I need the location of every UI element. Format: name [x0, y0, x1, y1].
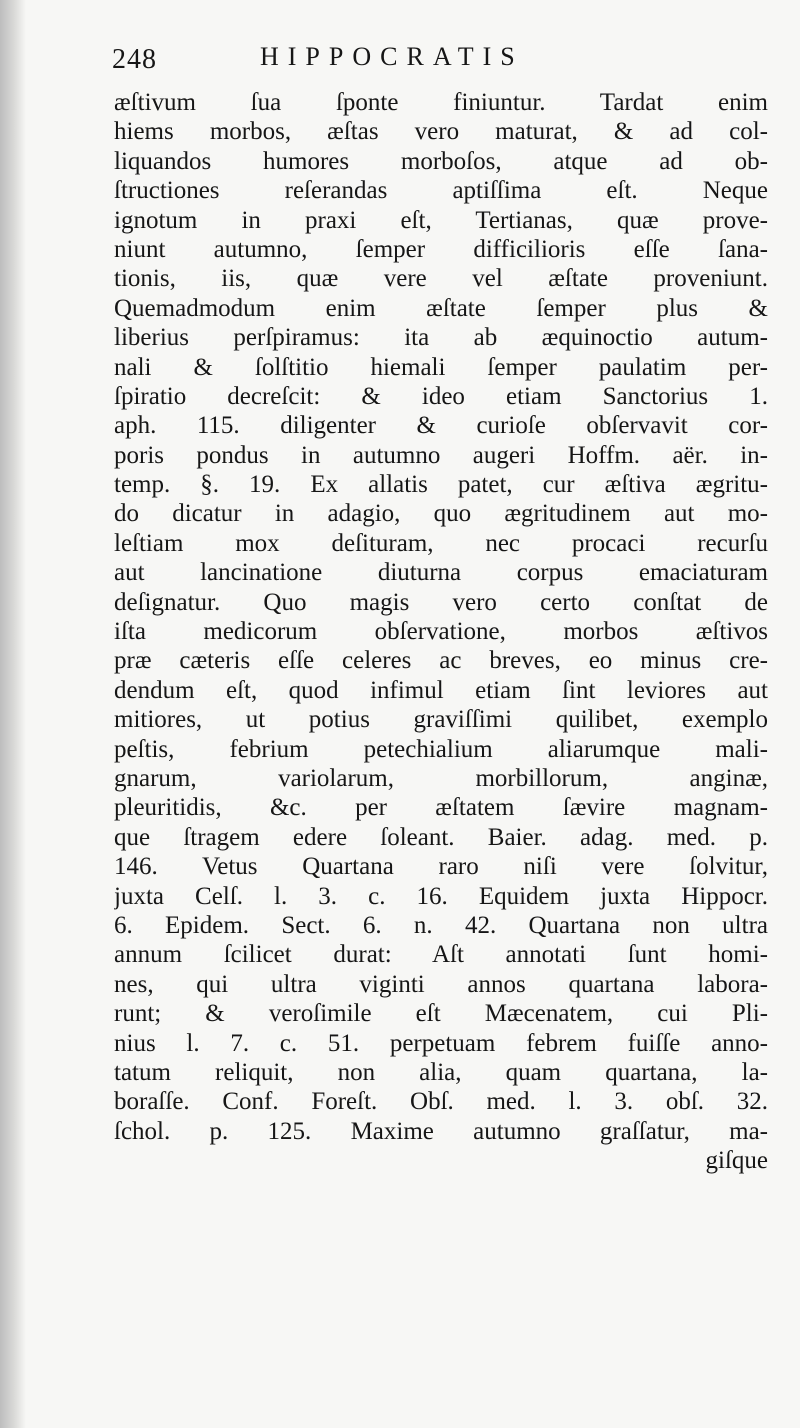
text-line: liquandos humores morboſos, atque ad ob-: [114, 147, 768, 175]
text-line: dendum eſt, quod infimul etiam ſint leviores aut: [114, 676, 768, 704]
text-line: temp. §. 19. Ex allatis patet, cur æſtiva ægritu-: [114, 471, 768, 499]
text-line: ſtructiones reſerandas aptiſſima eſt. Neque: [114, 177, 768, 205]
text-line: Quemadmodum enim æſtate ſemper plus &: [114, 294, 768, 322]
text-line: iſta medicorum obſervatione, morbos æſtivos: [114, 618, 768, 646]
text-line: ignotum in praxi eſt, Tertianas, quæ prove-: [114, 206, 768, 234]
text-line: nius l. 7. c. 51. perpetuam febrem fuiſſe anno-: [114, 1029, 768, 1057]
text-line: runt; & veroſimile eſt Mæcenatem, cui Pli-: [114, 1000, 768, 1028]
text-line: nali & ſolſtitio hiemali ſemper paulatim per-: [114, 353, 768, 381]
page-gutter-shadow: [0, 0, 26, 1428]
text-line: liberius perſpiramus: ita ab æquinoctio autum-: [114, 324, 768, 352]
text-line: gnarum, variolarum, morbillorum, anginæ,: [114, 764, 768, 792]
text-line: mitiores, ut potius graviſſimi quilibet, exemplo: [114, 706, 768, 734]
text-line: pleuritidis, &c. per æſtatem ſævire magnam-: [114, 794, 768, 822]
text-line: deſignatur. Quo magis vero certo conſtat de: [114, 588, 768, 616]
text-line: tionis, iis, quæ vere vel æſtate proveniunt.: [114, 265, 768, 293]
text-line: annum ſcilicet durat: Aſt annotati ſunt homi-: [114, 941, 768, 969]
text-line: æſtivum ſua ſponte finiuntur. Tardat enim: [114, 89, 768, 116]
page-number: 248: [112, 44, 157, 75]
text-line: juxta Celſ. l. 3. c. 16. Equidem juxta Hippocr.: [114, 882, 768, 910]
text-line: 6. Epidem. Sect. 6. n. 42. Quartana non ultra: [114, 911, 768, 939]
text-line: peſtis, febrium petechialium aliarumque mali-: [114, 735, 768, 763]
text-body: [114, 88, 768, 1175]
text-line: aut lancinatione diuturna corpus emaciaturam: [114, 559, 768, 587]
text-line: do dicatur in adagio, quo ægritudinem aut mo-: [114, 500, 768, 528]
text-line: præ cæteris eſſe celeres ac breves, eo minus cre-: [114, 647, 768, 675]
text-line: niunt autumno, ſemper difficilioris eſſe ſana-: [114, 235, 768, 263]
text-line: ſchol. p. 125. Maxime autumno graſſatur, ma-: [114, 1117, 768, 1145]
page-header: [112, 30, 632, 82]
text-line: leſtiam mox deſituram, nec procaci recurſu: [114, 529, 768, 557]
text-line: hiems morbos, æſtas vero maturat, & ad col-: [114, 118, 768, 146]
text-line-catchword: giſque: [705, 1147, 768, 1175]
text-line: boraſſe. Conf. Foreſt. Obſ. med. l. 3. obſ. 32.: [114, 1088, 768, 1116]
running-head: HIPPOCRATIS: [260, 42, 524, 71]
text-line: poris pondus in autumno augeri Hoffm. aër. in-: [114, 441, 768, 469]
text-line: aph. 115. diligenter & curioſe obſervavit cor-: [114, 412, 768, 440]
text-line: 146. Vetus Quartana raro niſi vere ſolvitur,: [114, 853, 768, 881]
text-line: ſpiratio decreſcit: & ideo etiam Sanctorius 1.: [114, 382, 768, 410]
text-line: tatum reliquit, non alia, quam quartana, la-: [114, 1058, 768, 1086]
text-line: que ſtragem edere ſoleant. Baier. adag. med. p.: [114, 823, 768, 851]
text-line: nes, qui ultra viginti annos quartana labora-: [114, 970, 768, 998]
